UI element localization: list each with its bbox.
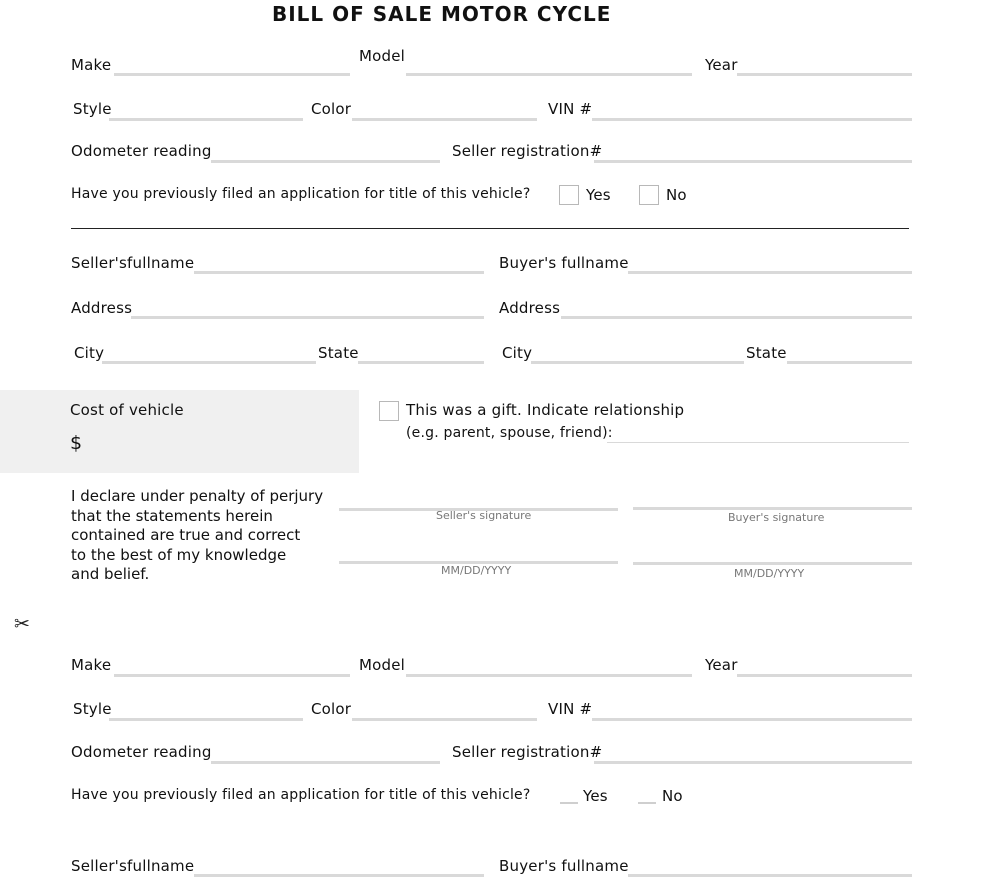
no-checkbox[interactable] <box>639 185 659 205</box>
copy2-color-label: Color <box>311 700 352 718</box>
prior-title-question: Have you previously filed an application for title of this vehicle? <box>71 186 531 202</box>
seller-address-field[interactable] <box>131 315 484 319</box>
copy2-seller-name-label: Seller'sfullname <box>71 857 195 875</box>
copy2-prior-title-question: Have you previously filed an application for title of this vehicle? <box>71 787 531 803</box>
copy2-odometer-field[interactable] <box>211 760 440 764</box>
copy2-make-field[interactable] <box>114 673 350 677</box>
seller-signature-caption: Seller's signature <box>436 509 532 522</box>
copy2-style-label: Style <box>73 700 112 718</box>
seller-name-label: Seller'sfullname <box>71 254 195 272</box>
copy2-model-field[interactable] <box>406 673 692 677</box>
odometer-label: Odometer reading <box>71 142 212 160</box>
yes-label: Yes <box>586 186 611 204</box>
buyer-address-field[interactable] <box>561 315 912 319</box>
gift-label: This was a gift. Indicate relationship <box>406 401 685 419</box>
no-label: No <box>666 186 687 204</box>
make-label: Make <box>71 56 112 74</box>
style-field[interactable] <box>109 117 303 121</box>
seller-name-field[interactable] <box>194 270 484 274</box>
buyer-state-label: State <box>746 344 787 362</box>
section-divider <box>71 228 909 229</box>
form-title: BILL OF SALE MOTOR CYCLE <box>272 2 612 26</box>
copy2-vin-field[interactable] <box>592 717 912 721</box>
scissors-icon: ✂ <box>14 613 30 635</box>
seller-date-caption: MM/DD/YYYY <box>441 564 512 577</box>
yes-checkbox[interactable] <box>559 185 579 205</box>
buyer-city-label: City <box>502 344 533 362</box>
copy2-year-field[interactable] <box>737 673 912 677</box>
seller-registration-field[interactable] <box>594 159 912 163</box>
copy2-seller-registration-label: Seller registration# <box>452 743 603 761</box>
copy2-model-label: Model <box>359 656 406 674</box>
copy2-year-label: Year <box>705 656 738 674</box>
copy2-no-label: No <box>662 787 683 805</box>
buyer-address-label: Address <box>499 299 561 317</box>
buyer-signature-caption: Buyer's signature <box>728 511 825 524</box>
copy2-yes-label: Yes <box>583 787 608 805</box>
gift-relationship-field[interactable] <box>607 439 909 443</box>
seller-address-label: Address <box>71 299 133 317</box>
copy2-odometer-label: Odometer reading <box>71 743 212 761</box>
copy2-seller-name-field[interactable] <box>194 873 484 877</box>
copy2-no-checkbox[interactable] <box>638 802 656 804</box>
buyer-date-caption: MM/DD/YYYY <box>734 567 805 580</box>
copy2-buyer-name-label: Buyer's fullname <box>499 857 629 875</box>
odometer-field[interactable] <box>211 159 440 163</box>
copy2-make-label: Make <box>71 656 112 674</box>
declaration-text: I declare under penalty of perjury that the statements herein contained are true and correct to the best of my knowledge and belief. <box>71 487 324 583</box>
seller-city-field[interactable] <box>102 360 316 364</box>
model-label: Model <box>359 47 406 65</box>
seller-registration-label: Seller registration# <box>452 142 603 160</box>
copy2-seller-registration-field[interactable] <box>594 760 912 764</box>
make-field[interactable] <box>114 72 350 76</box>
buyer-signature-field[interactable] <box>633 506 912 510</box>
buyer-name-label: Buyer's fullname <box>499 254 629 272</box>
gift-hint: (e.g. parent, spouse, friend): <box>406 425 613 441</box>
color-label: Color <box>311 100 352 118</box>
style-label: Style <box>73 100 112 118</box>
copy2-color-field[interactable] <box>352 717 537 721</box>
vin-label: VIN # <box>548 100 593 118</box>
buyer-name-field[interactable] <box>628 270 912 274</box>
gift-checkbox[interactable] <box>379 401 399 421</box>
year-field[interactable] <box>737 72 912 76</box>
copy2-yes-checkbox[interactable] <box>560 802 578 804</box>
cost-field[interactable] <box>88 440 338 460</box>
currency-symbol: $ <box>70 432 83 454</box>
color-field[interactable] <box>352 117 537 121</box>
seller-state-field[interactable] <box>358 360 484 364</box>
buyer-date-field[interactable] <box>633 561 912 565</box>
model-field[interactable] <box>406 72 692 76</box>
cost-label: Cost of vehicle <box>70 401 184 419</box>
vin-field[interactable] <box>592 117 912 121</box>
buyer-state-field[interactable] <box>787 360 912 364</box>
copy2-vin-label: VIN # <box>548 700 593 718</box>
copy2-style-field[interactable] <box>109 717 303 721</box>
seller-state-label: State <box>318 344 359 362</box>
buyer-city-field[interactable] <box>531 360 744 364</box>
year-label: Year <box>705 56 738 74</box>
seller-city-label: City <box>74 344 105 362</box>
copy2-buyer-name-field[interactable] <box>628 873 912 877</box>
